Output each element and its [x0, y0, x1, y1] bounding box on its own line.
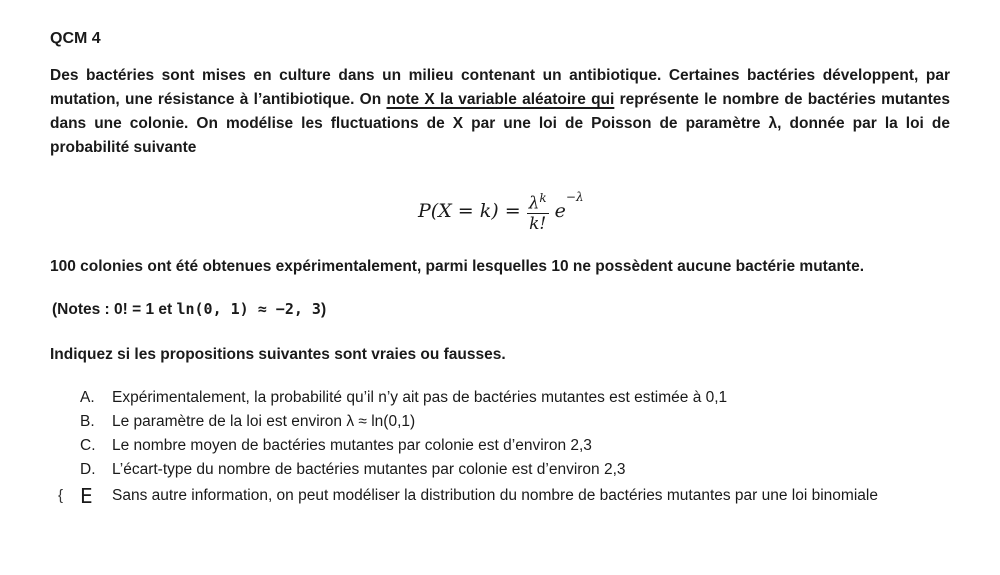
formula-exponential	[554, 190, 584, 222]
option-letter: A.	[80, 389, 95, 406]
formula-fraction	[527, 188, 549, 235]
option-text: L’écart-type du nombre de bactéries mutantes par colonie est d’environ 2,3	[112, 461, 626, 478]
instruction: Indiquez si les propositions suivantes sont vraies ou fausses.	[50, 346, 506, 363]
numerator-base: λ	[528, 193, 540, 214]
numerator-exponent: k	[539, 190, 547, 205]
paragraph-part-1: Des bactéries sont mises en culture dans un milieu contenant un antibiotique. Certaines bactéries développent, par mutation, une résistance à l’antibiotique. On	[50, 67, 950, 108]
data-statement: 100 colonies ont été obtenues expérimentalement, parmi lesquelles 10 ne possèdent aucune bactérie mutante.	[50, 258, 865, 275]
formula-lhs: P(X = k) =	[418, 200, 521, 222]
exp-base: e	[554, 200, 566, 222]
option-letter: B.	[80, 413, 95, 430]
paragraph-underlined: note X la variable aléatoire qui	[386, 91, 615, 108]
notes-close: )	[320, 301, 327, 318]
option-text: Expérimentalement, la probabilité qu’il n’y ait pas de bactéries mutantes est estimée à 0,1	[112, 389, 728, 406]
notes	[52, 300, 326, 319]
question-paragraph	[50, 64, 950, 160]
option-letter: E	[80, 484, 93, 508]
poisson-formula	[418, 186, 584, 236]
option-text: Le nombre moyen de bactéries mutantes par colonie est d’environ 2,3	[112, 437, 592, 454]
exp-power: −λ	[565, 190, 584, 204]
option-letter: C.	[80, 437, 96, 454]
formula-numerator	[527, 188, 549, 215]
paragraph-part-2: représente le nombre de bactéries mutantes dans une colonie. On modélise les fluctuations de X par une loi de Poisson de paramètre λ, donnée par la loi de probabilité suivante	[50, 91, 951, 156]
handwritten-mark: {	[58, 487, 64, 504]
notes-open: (Notes : 0! = 1 et	[52, 301, 177, 318]
option-text: Le paramètre de la loi est environ λ ≈ ln(0,1)	[112, 413, 416, 430]
formula-denominator: k!	[529, 214, 547, 235]
option-text: Sans autre information, on peut modéliser la distribution du nombre de bactéries mutantes par une loi binomiale	[112, 487, 878, 504]
question-title: QCM 4	[50, 30, 101, 47]
option-letter: D.	[80, 461, 96, 478]
notes-math: ln(0, 1) ≈ −2, 3	[176, 300, 321, 318]
